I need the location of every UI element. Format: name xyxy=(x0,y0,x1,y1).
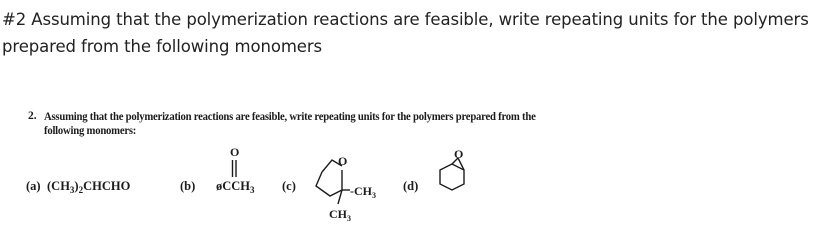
item-c-methyl-right: $-CH_3$ xyxy=(350,184,376,200)
item-b-oxygen: O xyxy=(230,145,240,159)
problem-number: 2. xyxy=(28,110,37,122)
item-b-formula: øCCH$_3$ xyxy=(216,179,255,195)
item-c-oxygen: O xyxy=(338,154,348,168)
item-c-label: (c) xyxy=(282,179,296,193)
item-d-label: (d) xyxy=(403,179,419,193)
item-a-label: (a) xyxy=(26,179,41,193)
question-text: #2 Assuming that the polymerization reactions are feasible, write repeating units for the polymers prepared from the following monomers xyxy=(2,10,809,56)
item-c-methyl-bottom: $CH_3$ xyxy=(329,207,351,223)
item-a-formula: $(CH_3)_2CHCHO$ xyxy=(47,179,131,195)
item-d-epoxide-structure xyxy=(426,147,476,202)
scanned-problem-image xyxy=(20,104,620,244)
item-b-carbonyl xyxy=(224,144,244,184)
item-c-oxetane-structure xyxy=(308,148,378,228)
problem-instruction: Assuming that the polymerization reactions are feasible, write repeating units for the polymers prepared from the following monomers: xyxy=(44,111,536,137)
item-d-oxygen: O xyxy=(454,147,464,161)
item-b-label: (b) xyxy=(180,179,196,193)
